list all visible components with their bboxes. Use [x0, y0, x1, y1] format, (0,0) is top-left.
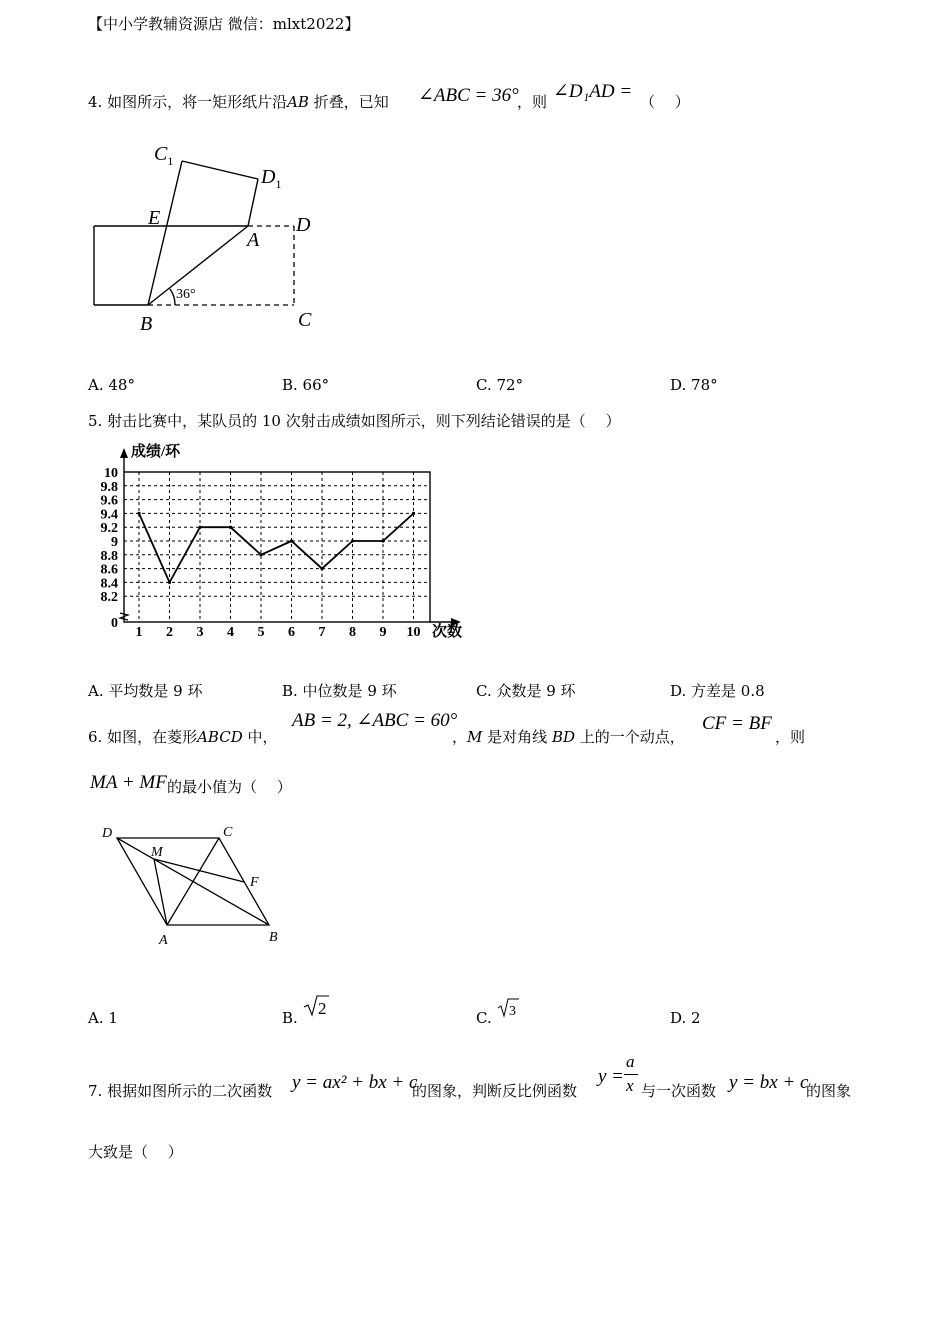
q5-option-c[interactable]: C. 众数是 9 环 — [476, 682, 576, 700]
q4-option-a[interactable]: A. 48° — [88, 376, 135, 394]
chart-x-axis-label: 次数 — [432, 624, 463, 640]
chart-point — [137, 512, 140, 515]
chart-x-tick-label: 6 — [288, 625, 295, 640]
q4-option-d[interactable]: D. 78° — [670, 376, 718, 394]
q6-prefix-text — [88, 727, 278, 747]
chart-point — [381, 539, 384, 542]
q6-option-b-sqrt — [303, 994, 329, 1018]
q5-option-a[interactable]: A. 平均数是 9 环 — [88, 682, 203, 700]
q6-option-c-sqrt — [497, 997, 519, 1019]
chart-point — [198, 526, 201, 529]
chart-x-tick-label: 1 — [135, 625, 143, 640]
q6-option-c-radicand: 3 — [509, 1004, 516, 1019]
q4-figure — [80, 138, 340, 338]
q4-option-c[interactable]: C. 72° — [476, 376, 524, 394]
chart-y-tick-label: 8.2 — [100, 590, 118, 606]
chart-y-tick-label: 0 — [111, 616, 118, 631]
q6-bd-rest: 上的一个动点， — [579, 728, 685, 746]
chart-x-tick-label: 10 — [406, 625, 421, 640]
q5-text: 5. 射击比赛中，某队员的 10 次射击成绩如图所示，则下列结论错误的是（ ） — [88, 412, 621, 430]
q6-line2-rest: 的最小值为（ ） — [167, 778, 292, 796]
q5-option-b[interactable]: B. 中位数是 9 环 — [282, 682, 397, 700]
q6-diagonal-ac — [167, 838, 219, 925]
chart-x-tick-label: 5 — [257, 625, 265, 640]
q7-tail: 的图象 — [806, 1082, 852, 1100]
chart-x-tick-label: 2 — [166, 625, 173, 640]
chart-series — [137, 512, 415, 584]
q6-m-rest: 是对角线 — [487, 728, 548, 746]
q6-prefix: 6. 如图，在菱形 — [88, 728, 198, 746]
chart-y-ticks — [101, 466, 119, 631]
chart-y-tick-label: 9.6 — [100, 493, 118, 509]
chart-point — [320, 567, 323, 570]
q7-inverse-denominator: x — [626, 1076, 634, 1095]
chart-point — [229, 526, 232, 529]
q4-label-c1: $C_1$ — [154, 143, 174, 168]
q4-label-a: A — [247, 229, 260, 251]
q4-seg-ab: AB — [287, 93, 309, 111]
chart-y-tick-label: 8.4 — [100, 576, 118, 592]
chart-y-tick-label: 8.6 — [100, 562, 118, 578]
q4-label-d: D — [296, 214, 311, 236]
chart-x-tick-label: 9 — [379, 625, 387, 640]
chart-point — [351, 539, 354, 542]
header-text: 【中小学教辅资源店 微信：mlxt2022】 — [88, 15, 360, 33]
q6-mid: 中， — [247, 728, 278, 746]
chart-point — [168, 581, 171, 584]
q6-bd: BD — [551, 728, 576, 746]
chart-series-line — [139, 513, 414, 582]
chart-y-tick-label: 9 — [111, 535, 118, 550]
q7-inverse-numerator: a — [626, 1052, 635, 1071]
chart-x-tick-label: 7 — [318, 625, 326, 640]
q6-label-d: D — [102, 826, 113, 841]
chart-point — [412, 512, 415, 515]
q7-linear: y = bx + c — [729, 1072, 809, 1093]
chart-y-tick-label: 9.4 — [100, 507, 118, 523]
q4-comma: ，则 — [517, 93, 548, 111]
q5-chart — [85, 438, 480, 650]
chart-y-tick-label: 9.2 — [100, 521, 118, 537]
q6-m-sentence — [452, 727, 685, 747]
chart-y-axis-label: 成绩/环 — [131, 444, 181, 460]
q6-then: ，则 — [775, 728, 806, 746]
chart-point — [259, 553, 262, 556]
chart-x-ticks — [136, 625, 421, 640]
q6-option-a[interactable]: A. 1 — [88, 1009, 118, 1027]
q6-option-b[interactable] — [282, 1009, 298, 1027]
q4-asked-angle: ∠D₁AD = — [553, 81, 633, 102]
q4-line-d1-a — [248, 179, 258, 226]
q6-option-b-radicand: 2 — [318, 999, 327, 1018]
q7-and: 与一次函数 — [641, 1082, 717, 1100]
q7-line2: 大致是（ ） — [88, 1143, 183, 1161]
q6-option-c[interactable] — [476, 1009, 492, 1027]
q6-given: AB = 2, ∠ABC = 60° — [292, 710, 458, 731]
q6-m-comma: ， — [452, 728, 468, 746]
q6-option-b-letter: B. — [282, 1009, 298, 1027]
q4-label-e: E — [148, 207, 161, 229]
q6-line-m-a — [154, 859, 167, 925]
q6-option-c-letter: C. — [476, 1009, 492, 1027]
q4-text — [88, 92, 389, 112]
q6-abcd: ABCD — [197, 728, 243, 746]
q4-label-c: C — [298, 309, 312, 331]
q6-label-a: A — [159, 933, 168, 948]
chart-x-tick-label: 3 — [196, 625, 204, 640]
q7-inverse-lhs: y = — [598, 1066, 625, 1087]
chart-x-tick-label: 4 — [227, 625, 234, 640]
q6-label-b: B — [269, 930, 278, 945]
q4-option-b[interactable]: B. 66° — [282, 376, 330, 394]
q4-label-angle: 36° — [176, 287, 196, 302]
chart-y-axis-arrow — [120, 448, 128, 458]
q4-label-b: B — [140, 313, 153, 335]
q5-option-d[interactable]: D. 方差是 0.8 — [670, 682, 765, 700]
chart-axis-break — [120, 613, 128, 620]
q6-label-c: C — [223, 825, 233, 840]
q6-cf-bf: CF = BF — [702, 713, 772, 734]
chart-axes — [120, 448, 461, 626]
q7-fraction-bar — [624, 1074, 638, 1075]
q7-prefix: 7. 根据如图所示的二次函数 — [88, 1082, 273, 1100]
q6-label-m: M — [151, 845, 163, 860]
q6-line-m-f — [154, 859, 244, 882]
q4-line-c1-d1 — [182, 161, 258, 179]
chart-y-tick-label: 9.8 — [100, 479, 118, 495]
q4-blank: （ ） — [640, 93, 690, 111]
chart-point — [290, 539, 293, 542]
q6-label-f: F — [250, 875, 259, 890]
chart-y-tick-label: 10 — [104, 466, 118, 481]
q7-quadratic: y = ax² + bx + c — [292, 1072, 418, 1093]
q6-m: M — [467, 728, 483, 746]
q4-angle-arc — [170, 289, 175, 305]
q4-prefix: 4. 如图所示，将一矩形纸片沿 — [88, 93, 288, 111]
q4-label-d1: $D_1$ — [261, 166, 282, 191]
q6-ma-mf: MA + MF — [90, 772, 167, 793]
q4-given-angle: ∠ABC = 36° — [418, 85, 519, 106]
q4-line-b-c1 — [148, 161, 182, 305]
q4-mid: 折叠，已知 — [313, 93, 389, 111]
q6-option-d[interactable]: D. 2 — [670, 1009, 701, 1027]
q4-line-b-a — [148, 226, 248, 305]
q7-mid: 的图象，判断反比例函数 — [412, 1082, 578, 1100]
chart-x-tick-label: 8 — [349, 625, 356, 640]
chart-y-tick-label: 8.8 — [100, 548, 118, 564]
q6-figure — [95, 818, 295, 950]
